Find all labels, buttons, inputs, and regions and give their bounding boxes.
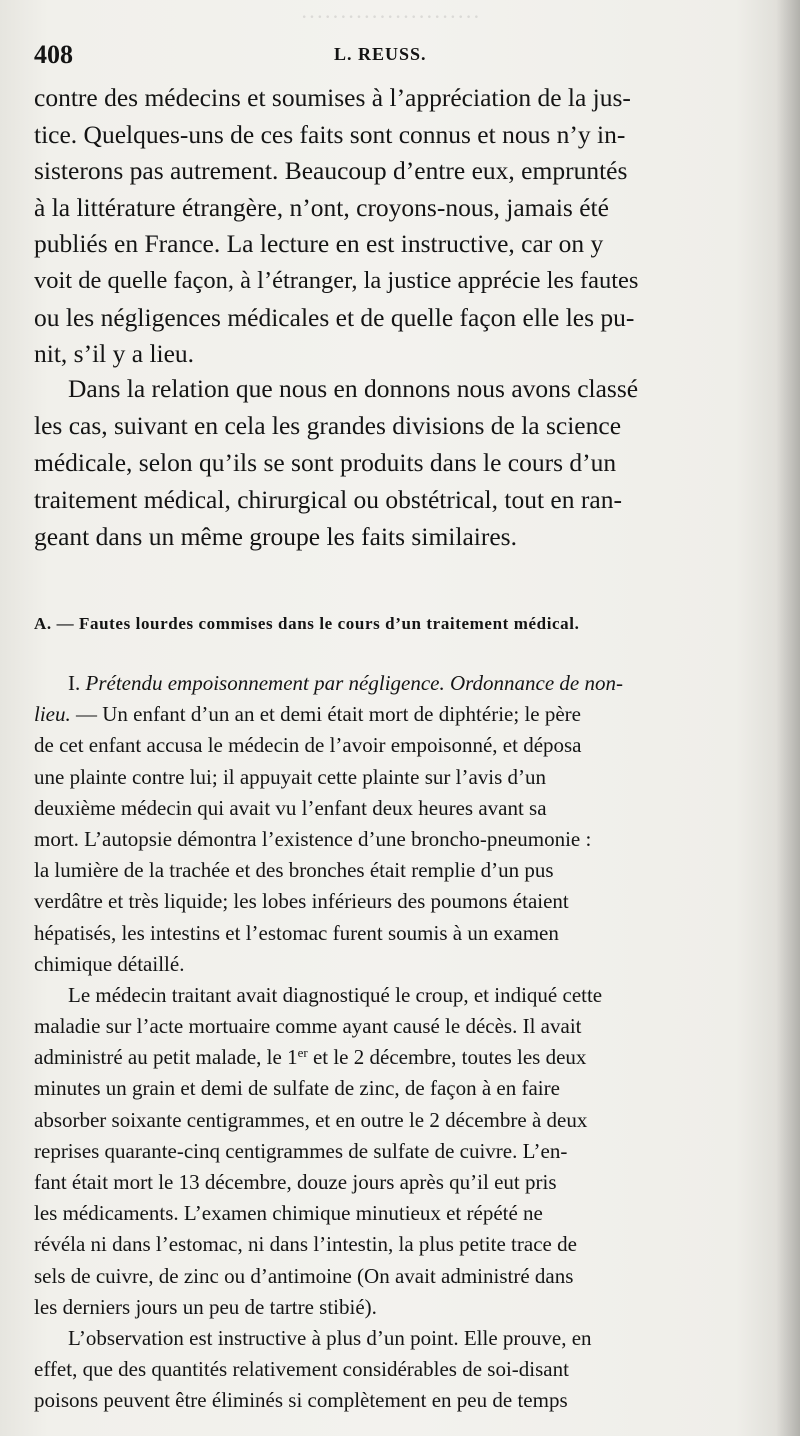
text-line: sels de cuivre, de zinc ou d’antimoine (On avait administré dans — [34, 1263, 574, 1288]
text-line — [34, 699, 756, 730]
running-head: L. REUSS. — [334, 44, 427, 64]
text-line: mort. L’autopsie démontra l’existence d’une broncho-pneumonie : — [34, 826, 592, 851]
case-number: I. — [68, 671, 81, 695]
text-line: voit de quelle façon, à l’étranger, la justice apprécie les fautes — [34, 266, 639, 294]
section-heading: A. — Fautes lourdes commises dans le cours d’un traitement médical. — [34, 614, 580, 633]
paragraph-1 — [34, 80, 756, 373]
text-line: les médicaments. L’examen chimique minutieux et répété ne — [34, 1201, 543, 1226]
text-line: une plainte contre lui; il appuyait cette plainte sur l’avis d’un — [34, 764, 547, 789]
binding-shadow — [776, 0, 800, 1436]
page-header — [34, 40, 754, 74]
text-line: publiés en France. La lecture en est instructive, car on y — [34, 229, 604, 259]
text-line: tice. Quelques-uns de ces faits sont connus et nous n’y in- — [34, 119, 626, 149]
text-line: reprises quarante-cinq centigrammes de sulfate de cuivre. L’en- — [34, 1138, 568, 1163]
text-line: les cas, suivant en cela les grandes divisions de la science — [34, 411, 622, 440]
case-title-line — [34, 668, 756, 699]
case-text-start: — Un enfant d’un an et demi était mort de diphtérie; le père — [70, 702, 581, 727]
text-line: à la littérature étrangère, n’ont, croyons-nous, jamais été — [34, 192, 609, 222]
paragraph-2 — [34, 370, 756, 555]
text-line: ou les négligences médicales et de quelle façon elle les pu- — [34, 302, 635, 332]
text-line: L’observation est instructive à plus d’un point. Elle prouve, en — [68, 1325, 592, 1350]
text-line: contre des médecins et soumises à l’appréciation de la jus- — [34, 83, 631, 112]
show-through-text: ······················· — [300, 4, 481, 29]
text-line: traitement médical, chirurgical ou obstétrical, tout en ran- — [34, 485, 622, 514]
text-fragment: administré au petit malade, le 1 — [34, 1045, 298, 1070]
text-line: Le médecin traitant avait diagnostiqué le croup, et indiqué cette — [68, 982, 603, 1007]
text-line: révéla ni dans l’estomac, ni dans l’intestin, la plus petite trace de — [34, 1232, 577, 1257]
text-line: poisons peuvent être éliminés si complètement en peu de temps — [34, 1388, 568, 1413]
case-title-end: lieu. — [34, 702, 71, 727]
superscript: er — [297, 1045, 308, 1061]
text-line: maladie sur l’acte mortuaire comme ayant causé le décès. Il avait — [34, 1014, 582, 1039]
text-line: sisterons pas autrement. Beaucoup d’entre eux, empruntés — [34, 156, 628, 186]
text-line: médicale, selon qu’ils se sont produits dans le cours d’un — [34, 448, 617, 477]
text-line: la lumière de la trachée et des bronches était remplie d’un pus — [34, 858, 554, 883]
text-line: fant était mort le 13 décembre, douze jours après qu’il eut pris — [34, 1170, 557, 1194]
text-line: de cet enfant accusa le médecin de l’avoir empoisonné, et déposa — [34, 733, 582, 758]
text-line: les derniers jours un peu de tartre stibié). — [34, 1294, 377, 1319]
text-line: hépatisés, les intestins et l’estomac furent soumis à un examen — [34, 920, 559, 945]
text-line: minutes un grain et demi de sulfate de zinc, de façon à en faire — [34, 1076, 560, 1101]
text-line: absorber soixante centigrammes, et en outre le 2 décembre à deux — [34, 1107, 588, 1132]
text-line: verdâtre et très liquide; les lobes inférieurs des poumons étaient — [34, 889, 569, 914]
text-fragment: et le 2 décembre, toutes les deux — [307, 1045, 587, 1070]
text-line: Dans la relation que nous en donnons nous avons classé — [68, 374, 639, 403]
text-line — [34, 1042, 756, 1073]
text-line: geant dans un même groupe les faits similaires. — [34, 522, 517, 551]
case-section — [34, 668, 756, 1417]
case-title: Prétendu empoisonnement par négligence. Ordonnance de non- — [85, 671, 623, 695]
text-line: deuxième médecin qui avait vu l’enfant deux heures avant sa — [34, 795, 547, 820]
page-number: 408 — [34, 40, 73, 69]
text-line: chimique détaillé. — [34, 951, 185, 976]
text-line: nit, s’il y a lieu. — [34, 339, 195, 369]
text-line: effet, que des quantités relativement considérables de soi-disant — [34, 1357, 569, 1382]
